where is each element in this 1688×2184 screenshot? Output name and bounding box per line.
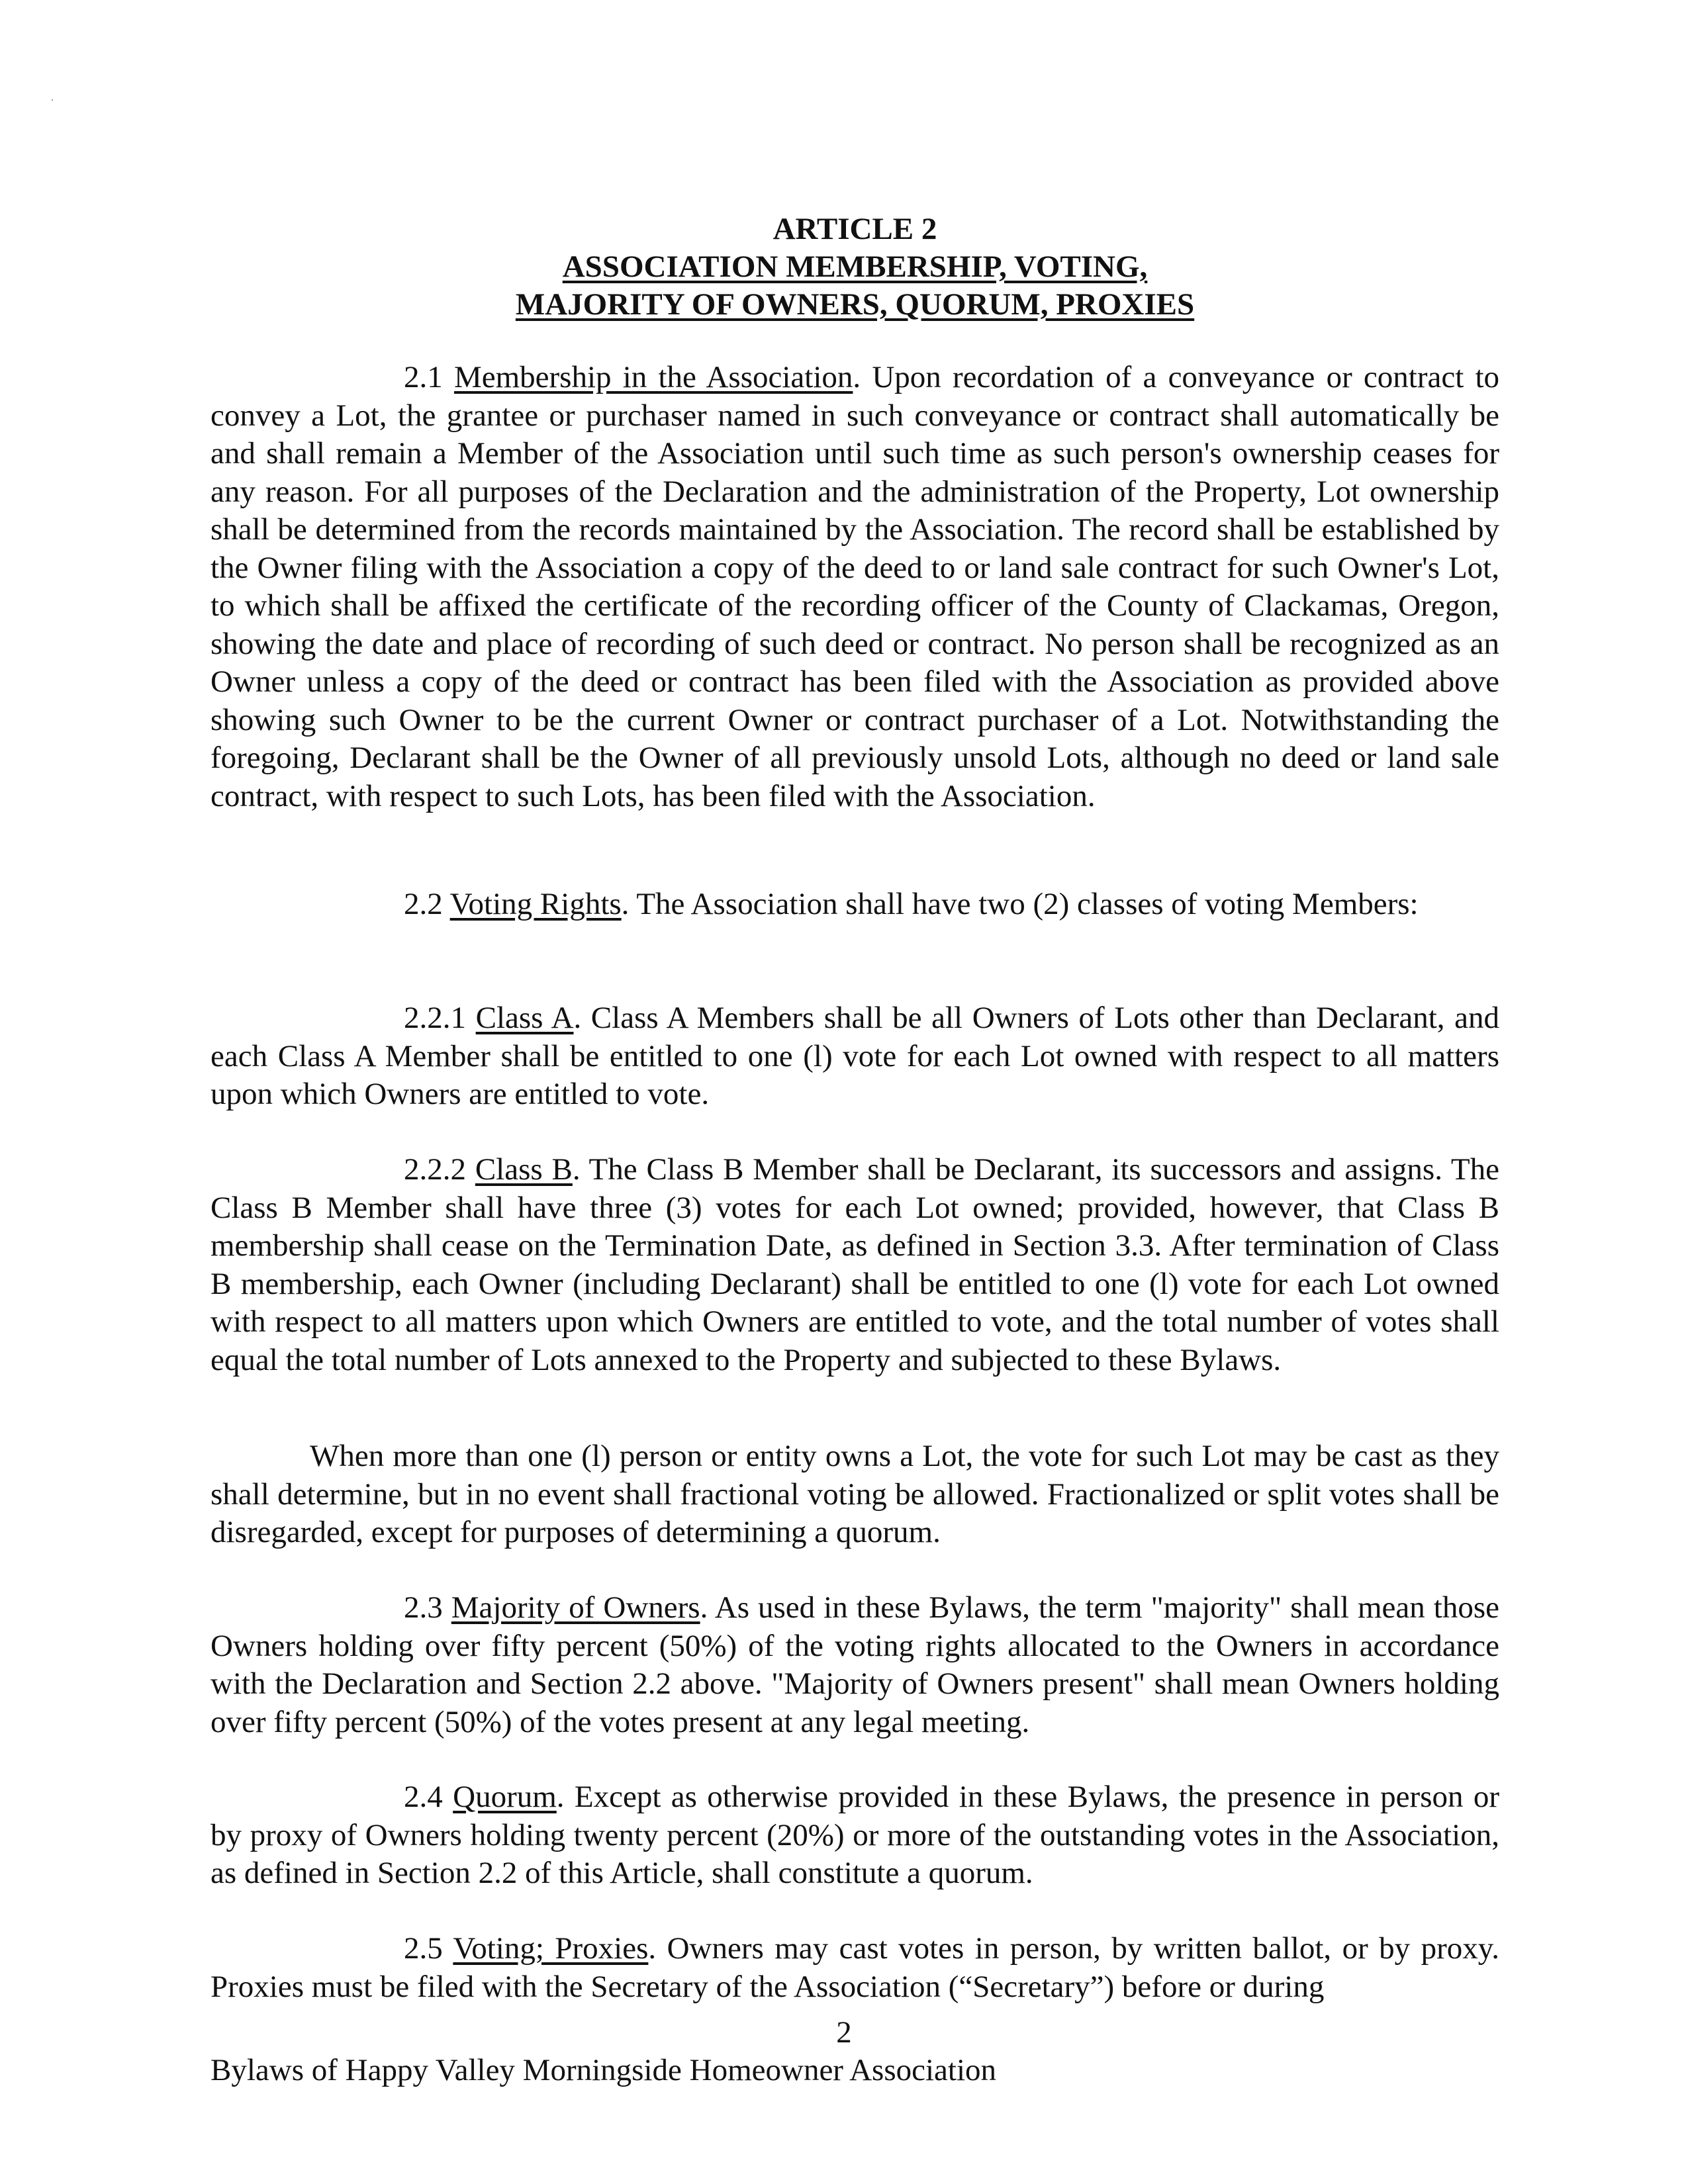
article-number: ARTICLE 2 [773, 212, 937, 246]
section-title: Voting Rights [449, 887, 622, 921]
section-body: . Except as otherwise provided in these Bylaws, the presence in person or by proxy of Owners holding twenty percent (20%) or more of the outstanding votes in the Association, as defined in Section 2.2 of this Article, shall constitute a quorum. [211, 1780, 1499, 1890]
section-number: 2.2 [404, 887, 443, 921]
section-number: 2.3 [404, 1590, 443, 1625]
section-2-1-paragraph [211, 359, 1499, 815]
section-number: 2.2.1 [404, 1001, 466, 1035]
section-title: Membership in the Association [453, 360, 853, 394]
section-number: 2.5 [404, 1931, 443, 1966]
section-title: Class A [475, 1001, 574, 1035]
section-2-3-paragraph [211, 1589, 1499, 1741]
section-2-2-paragraph [211, 886, 1499, 924]
section-body: . Upon recordation of a conveyance or contract to convey a Lot, the grantee or purchaser named in such conveyance or contract shall automatically be and shall remain a Member of the Association until such time as such person's ownership ceases for any reason. For all purposes of the Declaration and the administration of the Property, Lot ownership shall be determined from the records maintained by the Association. The record shall be established by the Owner filing with the Association a copy of the deed to or land sale contract for such Owner's Lot, to which shall be affixed the certificate of the recording officer of the County of Clackamas, Oregon, showing the date and place of recording of such deed or contract. No person shall be recognized as an Owner unless a copy of the deed or contract has been filed with the Association as provided above showing such Owner to be the current Owner or contract purchaser of a Lot. Notwithstanding the foregoing, Declarant shall be the Owner of all previously unsold Lots, although no deed or land sale contract, with respect to such Lots, has been filed with the Association. [211, 360, 1500, 813]
section-body: . As used in these Bylaws, the term "majority" shall mean those Owners holding over fifty percent (50%) of the voting rights allocated to the Owners in accordance with the Declaration and Section 2.2 above. "Majority of Owners present" shall mean Owners holding over fifty percent (50%) of the votes present at any legal meeting. [211, 1590, 1499, 1739]
section-title: Quorum [453, 1780, 557, 1814]
section-number: 2.4 [404, 1780, 443, 1814]
section-2-5-paragraph [211, 1930, 1499, 2006]
article-title-line-2: MAJORITY OF OWNERS, QUORUM, PROXIES [515, 287, 1195, 322]
section-body: . The Association shall have two (2) classes of voting Members: [621, 887, 1419, 921]
footer-document-title: Bylaws of Happy Valley Morningside Homeowner Association [211, 2053, 997, 2087]
fractional-voting-paragraph [211, 1437, 1499, 1552]
section-body: . Owners may cast votes in person, by written ballot, or by proxy. Proxies must be filed with the Secretary of the Association (“Secretary”) before or during [211, 1931, 1499, 2004]
section-2-2-2-paragraph [211, 1151, 1499, 1379]
section-title: Majority of Owners [451, 1590, 700, 1625]
section-title: Class B [475, 1152, 573, 1187]
section-2-2-1-paragraph [211, 999, 1499, 1114]
section-title: Voting; Proxies [453, 1931, 649, 1966]
section-number: 2.1 [404, 360, 443, 394]
scan-speck [52, 99, 53, 101]
section-body: . The Class B Member shall be Declarant, its successors and assigns. The Class B Member shall have three (3) votes for each Lot owned; provided, however, that Class B membership shall cease on the Termination Date, as defined in Section 3.3. After termination of Class B membership, each Owner (including Declarant) shall be entitled to one (l) vote for each Lot owned with respect to all matters upon which Owners are entitled to vote, and the total number of votes shall equal the total number of Lots annexed to the Property and subjected to these Bylaws. [211, 1152, 1499, 1377]
section-2-4-paragraph [211, 1778, 1499, 1893]
article-title-line-1: ASSOCIATION MEMBERSHIP, VOTING, [562, 250, 1148, 284]
section-body: . Class A Members shall be all Owners of Lots other than Declarant, and each Class A Member shall be entitled to one (l) vote for each Lot owned with respect to all matters upon which Owners are entitled to vote. [211, 1001, 1500, 1111]
paragraph-body: When more than one (l) person or entity owns a Lot, the vote for such Lot may be cast as they shall determine, but in no event shall fractional voting be allowed. Fractionalized or split votes shall be disregarded, except for purposes of determining a quorum. [211, 1439, 1499, 1549]
page-number: 2 [836, 2015, 852, 2050]
section-number: 2.2.2 [404, 1152, 466, 1187]
